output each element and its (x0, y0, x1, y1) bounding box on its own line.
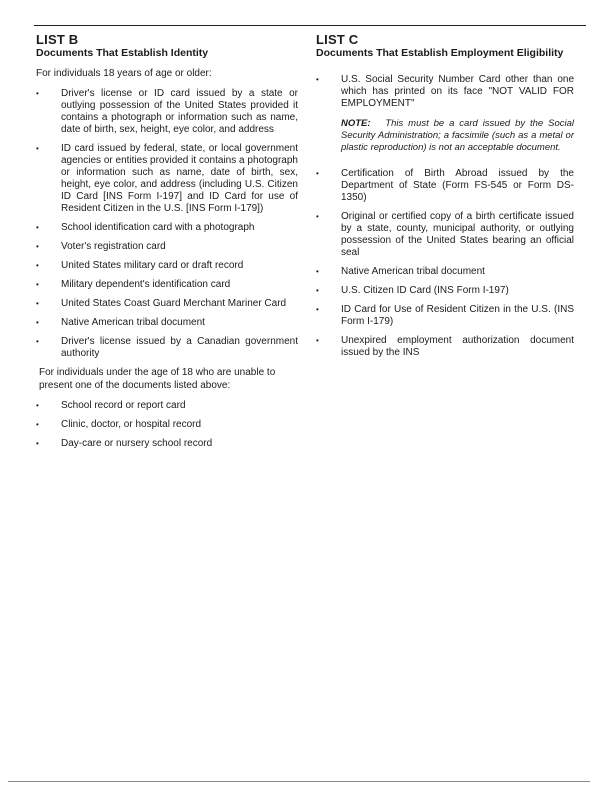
list-item-text: Original or certified copy of a birth certificate issued by a state, county, municipal authority, or outlying possession of the United States bearing an official seal (341, 211, 574, 258)
note-label: NOTE: (341, 118, 371, 129)
bullet-icon: • (316, 336, 319, 345)
list-b-minors-intro: For individuals under the age of 18 who are unable to present one of the documents listed above: (39, 367, 276, 391)
bullet-icon: • (316, 267, 319, 276)
list-b-intro: For individuals 18 years of age or older: (36, 68, 212, 79)
list-item (316, 168, 574, 204)
list-item-text: Day-care or nursery school record (61, 438, 213, 449)
list-item (36, 298, 298, 310)
bullet-icon: • (36, 337, 39, 346)
list-item-text: U.S. Social Security Number Card other than one which has printed on its face "NOT VALID FOR EMPLOYMENT" (341, 74, 574, 109)
list-item (316, 74, 574, 110)
bullet-icon: • (36, 144, 39, 153)
list-c-title: LIST C (316, 32, 359, 47)
list-item-text: Certification of Birth Abroad issued by the Department of State (Form FS-545 or Form DS-1350) (341, 168, 574, 203)
list-item-text: United States Coast Guard Merchant Mariner Card (61, 298, 287, 309)
list-item-text: Military dependent's identification card (61, 279, 231, 290)
bullet-icon: • (36, 299, 39, 308)
list-item-text: Voter's registration card (61, 241, 166, 252)
list-item (36, 222, 298, 234)
list-item (36, 336, 298, 360)
list-item (36, 88, 298, 136)
list-item-text: ID Card for Use of Resident Citizen in the U.S. (INS Form I-179) (341, 304, 574, 327)
bullet-icon: • (36, 223, 39, 232)
bullet-icon: • (36, 318, 39, 327)
list-b-subtitle: Documents That Establish Identity (36, 47, 209, 59)
top-rule (34, 25, 586, 26)
bullet-icon: • (316, 169, 319, 178)
list-b-title: LIST B (36, 32, 79, 47)
list-item (36, 241, 298, 253)
list-c-items (316, 74, 574, 110)
list-item (36, 400, 298, 412)
bullet-icon: • (316, 75, 319, 84)
bullet-icon: • (316, 212, 319, 221)
list-item (36, 419, 298, 431)
list-item (316, 335, 574, 359)
list-c-column (316, 33, 574, 366)
note-text: This must be a card issued by the Social Security Administration; a facsimile (such as a metal or plastic reproduction) is not an acceptable document. (341, 118, 574, 153)
list-c-subtitle: Documents That Establish Employment Eligibility (316, 47, 564, 59)
list-item-text: Native American tribal document (341, 266, 485, 277)
ssn-note (341, 118, 574, 154)
list-item-text: U.S. Citizen ID Card (INS Form I-197) (341, 285, 509, 296)
list-item-text: ID card issued by federal, state, or local government agencies or entities provided it contains a photograph or information such as name, date of birth, sex, height, eye color, and address (including U.S. Citizen ID Card [INS Form I-197] and ID Card for use of Resident Citizen in the U.S. [INS Form I-179]) (61, 143, 298, 214)
list-item-text: Driver's license issued by a Canadian government authority (61, 336, 298, 359)
bullet-icon: • (36, 242, 39, 251)
list-b-column (36, 33, 298, 457)
list-item-text: School record or report card (61, 400, 186, 411)
bullet-icon: • (316, 305, 319, 314)
bullet-icon: • (36, 420, 39, 429)
bullet-icon: • (36, 401, 39, 410)
bullet-icon: • (36, 280, 39, 289)
list-item-text: Clinic, doctor, or hospital record (61, 419, 202, 430)
list-item (36, 279, 298, 291)
list-item (36, 143, 298, 215)
list-item (316, 304, 574, 328)
list-item (36, 260, 298, 272)
list-item (36, 317, 298, 329)
bottom-rule (8, 781, 590, 782)
list-item-text: Unexpired employment authorization document issued by the INS (341, 335, 574, 358)
list-item-text: Native American tribal document (61, 317, 205, 328)
list-item (316, 285, 574, 297)
list-c-more-items (316, 168, 574, 359)
bullet-icon: • (36, 89, 39, 98)
bullet-icon: • (316, 286, 319, 295)
list-item (316, 211, 574, 259)
list-b-minors-items (36, 400, 298, 450)
list-item-text: Driver's license or ID card issued by a state or outlying possession of the United States provided it contains a photograph or information such as name, date of birth, sex, height, eye color, and address (61, 88, 298, 135)
bullet-icon: • (36, 439, 39, 448)
list-item (36, 438, 298, 450)
list-item-text: School identification card with a photograph (61, 222, 255, 233)
list-item (316, 266, 574, 278)
list-b-items (36, 88, 298, 360)
list-item-text: United States military card or draft record (61, 260, 244, 271)
bullet-icon: • (36, 261, 39, 270)
